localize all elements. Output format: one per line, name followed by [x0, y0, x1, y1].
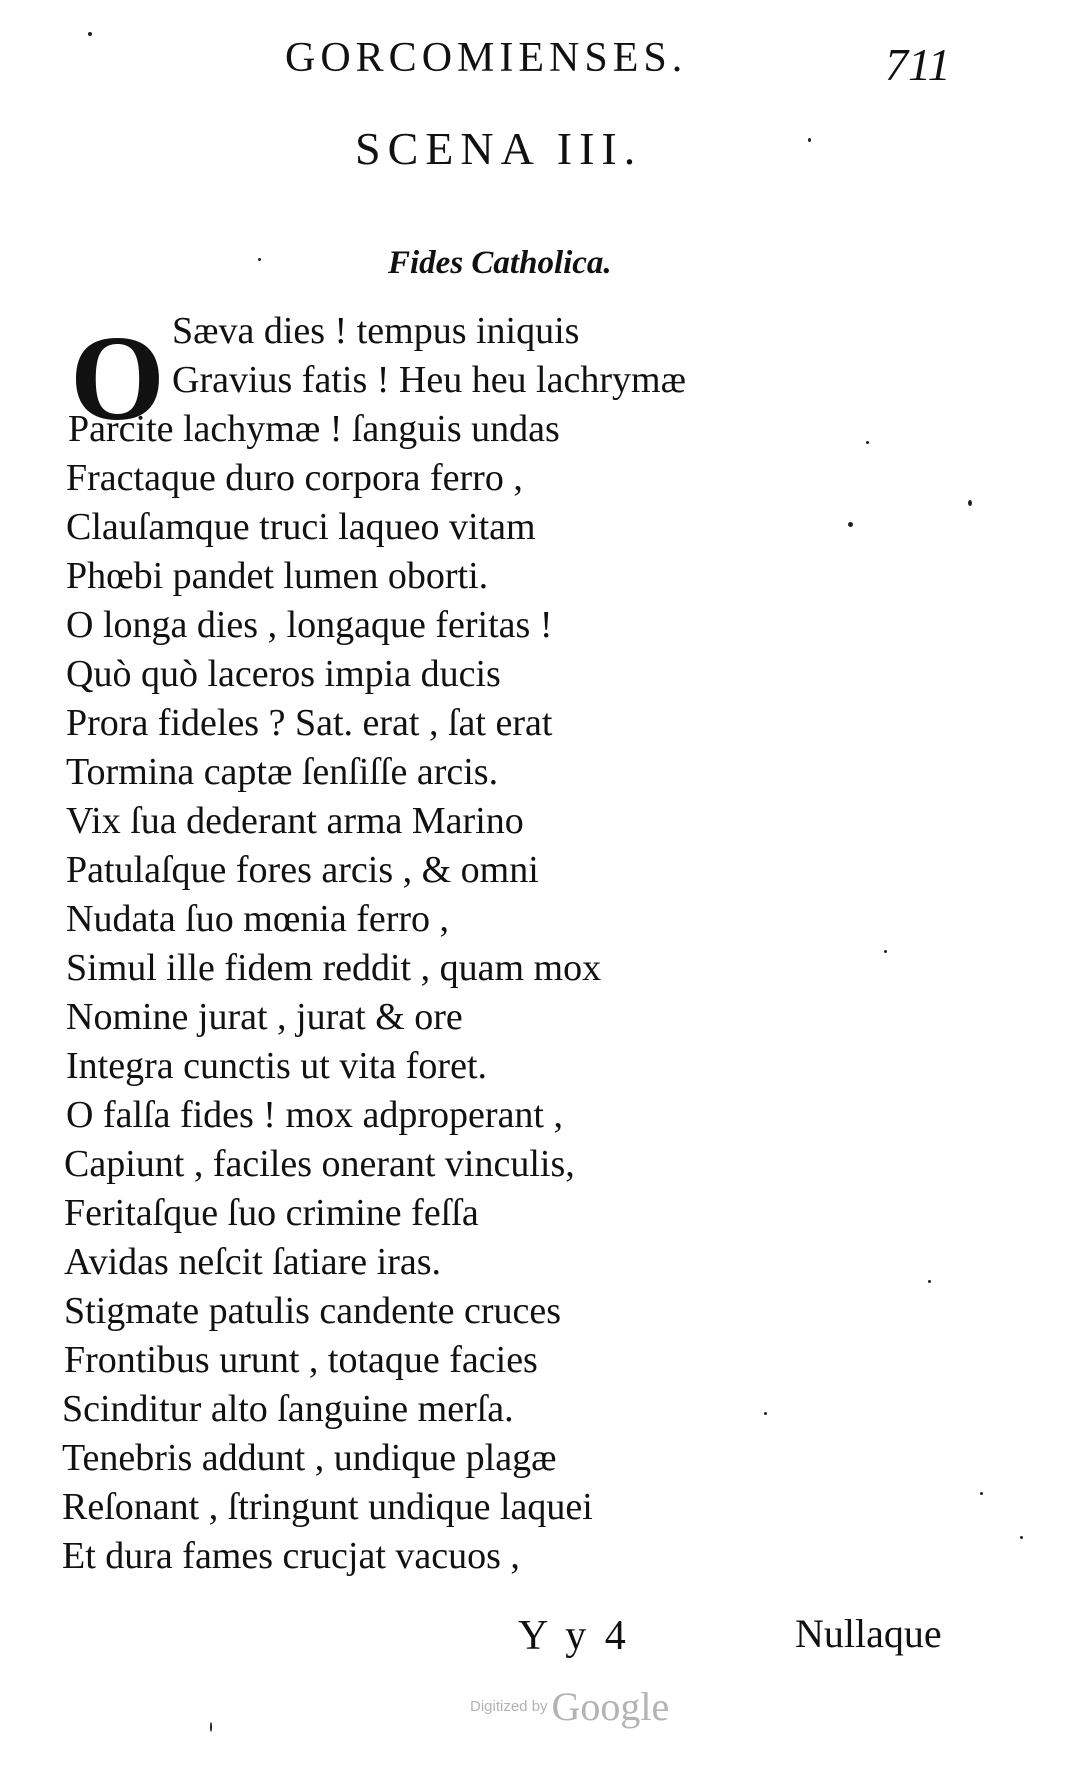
verse-line: Scinditur alto ſanguine merſa.	[62, 1388, 514, 1430]
verse-line: Reſonant , ſtringunt undique laquei	[62, 1486, 593, 1528]
verse-line: Parcite lachymæ ! ſanguis undas	[68, 408, 560, 450]
digitized-watermark	[470, 1683, 669, 1730]
watermark-small-text: Digitized by	[470, 1698, 548, 1715]
scan-speck	[848, 522, 853, 527]
scan-speck	[980, 1492, 983, 1495]
scan-speck	[258, 258, 261, 261]
scan-speck	[210, 1722, 212, 1732]
scan-speck	[764, 1412, 767, 1415]
drop-cap: O	[70, 311, 165, 446]
speaker-name: Fides Catholica.	[388, 245, 612, 281]
verse-line: Nudata ſuo mœnia ferro ,	[66, 898, 450, 940]
verse-line: Tenebris addunt , undique plagæ	[62, 1437, 557, 1479]
watermark-logo-text: Google	[551, 1684, 670, 1729]
scan-speck	[968, 500, 972, 506]
scan-speck	[808, 138, 811, 142]
scan-speck	[928, 1280, 931, 1283]
verse-line: Nomine jurat , jurat & ore	[66, 996, 463, 1038]
verse-line: Prora fideles ? Sat. erat , ſat erat	[66, 702, 553, 744]
verse-line: Stigmate patulis candente cruces	[64, 1290, 561, 1332]
verse-line: Vix ſua dederant arma Marino	[66, 800, 524, 842]
verse-line: Sæva dies ! tempus iniquis	[172, 310, 580, 352]
verse-line: Patulaſque fores arcis , & omni	[66, 849, 539, 891]
verse-line: Avidas neſcit ſatiare iras.	[64, 1241, 442, 1283]
running-head: GORCOMIENSES.	[285, 35, 688, 81]
scan-speck	[88, 32, 92, 36]
page-number: 711	[885, 39, 951, 90]
scan-speck	[884, 950, 887, 953]
scan-speck	[866, 441, 869, 444]
verse-line: Frontibus urunt , totaque facies	[64, 1339, 538, 1381]
verse-line: Capiunt , faciles onerant vinculis,	[64, 1143, 575, 1185]
verse-line: Quò quò laceros impia ducis	[66, 653, 501, 695]
verse-line: Phœbi pandet lumen oborti.	[66, 555, 489, 597]
verse-line: Gravius fatis ! Heu heu lachrymæ	[172, 359, 686, 401]
verse-line: O longa dies , longaque feritas !	[66, 604, 553, 646]
verse-line: Integra cunctis ut vita foret.	[66, 1045, 488, 1087]
verse-line: Clauſamque truci laqueo vitam	[66, 506, 536, 548]
catchword: Nullaque	[795, 1611, 942, 1656]
verse-line: Feritaſque ſuo crimine feſſa	[64, 1192, 479, 1234]
verse-line: Fractaque duro corpora ferro ,	[66, 457, 523, 499]
scene-title: SCENA III.	[355, 123, 643, 174]
scan-speck	[1020, 1536, 1023, 1539]
verse-line: Simul ille fidem reddit , quam mox	[66, 947, 602, 989]
verse-line: Tormina captæ ſenſiſſe arcis.	[66, 751, 499, 793]
verse-line: O falſa fides ! mox adproperant ,	[66, 1094, 563, 1136]
signature-mark: Y y 4	[518, 1613, 630, 1659]
verse-line: Et dura fames crucjat vacuos ,	[62, 1535, 520, 1577]
